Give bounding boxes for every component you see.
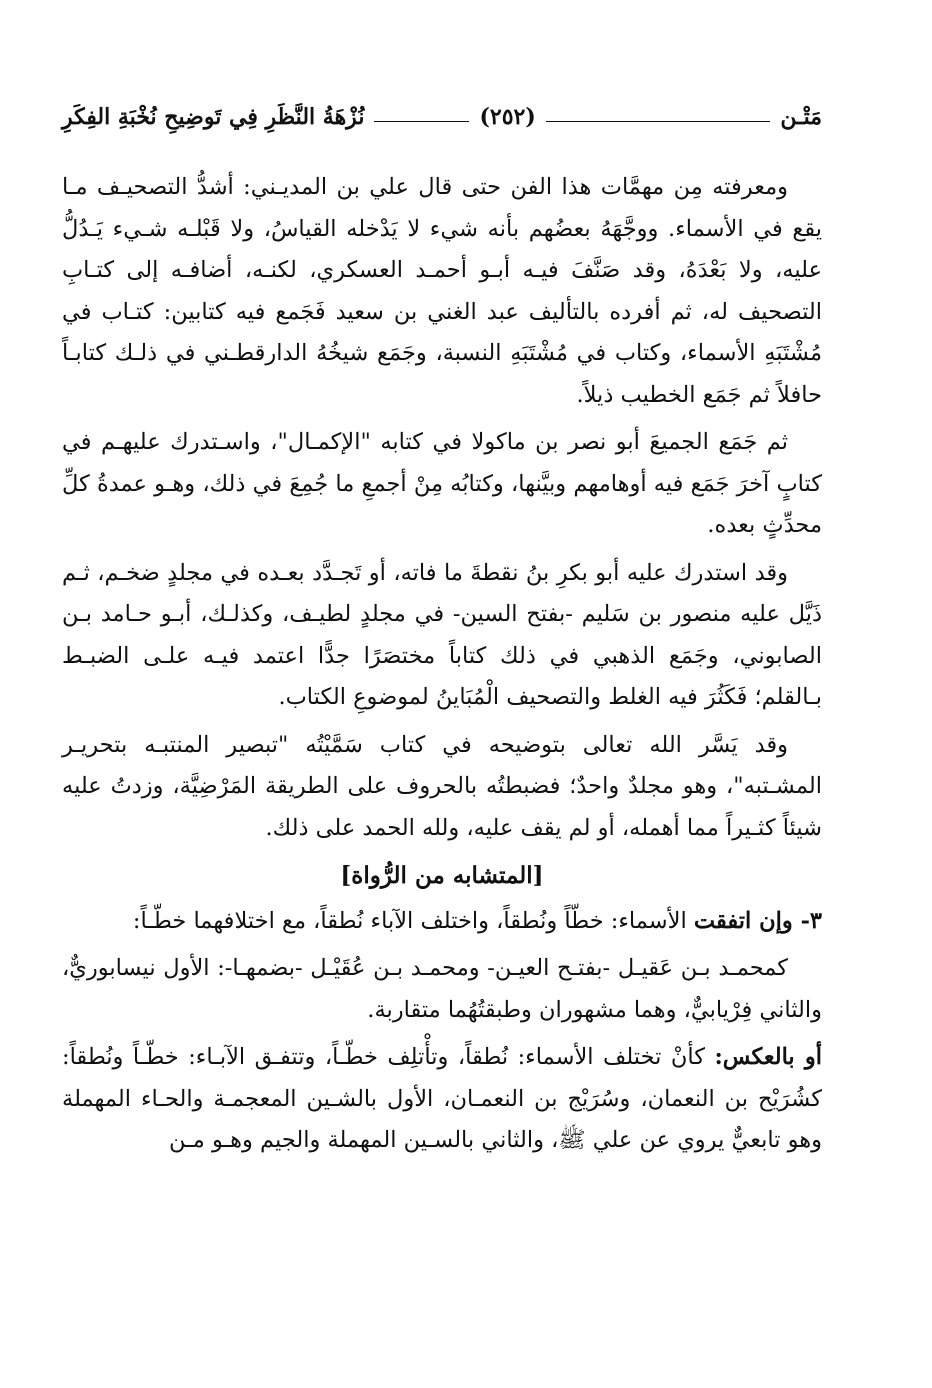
book-title: نُزْهَةُ النَّظَرِ فِي تَوضِيحِ نُخْبَةِ الفِكَرِ xyxy=(62,104,365,130)
page-body xyxy=(62,167,822,1162)
paragraph-2: ثم جَمَع الجميعَ أبو نصر بن ماكولا في كتابه "الإكمـال"، واسـتدرك عليهـم في كتابٍ آخرَ جَمَع فيه أوهامهم وبيَّنها، وكتابُه مِنْ أجمعِ ما جُمِعَ في ذلك، وهـو عمدةُ كلِّ محدِّثٍ بعده. xyxy=(62,429,822,538)
rule-3-lead: ٣- وإن اتفقت xyxy=(693,907,822,934)
book-page xyxy=(62,95,822,1168)
page-number: (٢٥٢) xyxy=(479,104,536,130)
reverse-text: كأنْ تختلف الأسماء: نُطقاً، وتأْتلِف خطّـاً، وتتفـق الآبـاء: خطّـاً ونُطقاً: كشُرَيْح بن النعمان، وسُرَيْج بن النعمـان، الأول بالشـين المعجمـة والحـاء المهملة وهو تابعيٌّ يروي عن علي ﷺ، والثاني بالسـين المهملة والجيم وهـو مـن xyxy=(62,1044,822,1153)
reverse-case xyxy=(62,1037,822,1162)
header-rule-right xyxy=(374,121,469,122)
section-tag: مَتْـن xyxy=(780,104,822,130)
paragraph-1: ومعرفته مِن مهمَّات هذا الفن حتى قال علي بن المديـني: أشدُّ التصحيـف مـا يقع في الأسماء. ووجَّهَهُ بعضُهم بأنه شيء لا يَدْخله القياسُ، ولا قَبْلـه شـيء يَـدُلُّ عليه، ولا بَعْدَهُ، وقد صَنَّفَ فيـه أبـو أحمـد العسكري، لكنـه، أضافـه إلى كتـابِ التصحيف له، ثم أفرده بالتأليف عبد الغني بن سعيد فَجَمع فيه كتابين: كتـاب في مُشْتَبَهِ الأسماء، وكتاب في مُشْتَبَهِ النسبة، وجَمَع شيخُهُ الدارقطـني في ذلـك كتابـاً حافلاً ثم جَمَع الخطيب ذيلاً. xyxy=(62,174,822,408)
running-header xyxy=(62,95,822,139)
reverse-lead: أو بالعكس: xyxy=(714,1044,822,1070)
example-1: كمحمـد بـن عَقيـل -بفتـح العيـن- ومحمـد بـن عُقَيْـل -بضمهـا-: الأول نيسابوريٌّ، والثاني فِرْيابيٌّ، وهما مشهوران وطبقتُهُما متقاربة. xyxy=(62,955,822,1023)
paragraph-3: وقد استدرك عليه أبو بكرِ بنُ نقطةَ ما فاته، أو تَجـدَّد بعـده في مجلدٍ ضخـم، ثـم ذَيَّل عليه منصور بن سَليم -بفتح السين- في مجلدٍ لطيـف، وكذلـك، أبـو حـامد بـن الصابوني، وجَمَع الذهبي في ذلك كتاباً مختصَرًا جدًّا اعتمد فيـه علـى الضبـط بـالقلم؛ فَكَثُرَ فيه الغلط والتصحيف الْمُبَاينُ لموضوعِ الكتاب. xyxy=(62,559,822,710)
rule-3 xyxy=(62,901,822,943)
rule-3-text: الأسماء: خطّاً ونُطقاً، واختلف الآباء نُطقاً، مع اختلافهما خطّـاً: xyxy=(132,907,694,934)
paragraph-4: وقد يَسَّر الله تعالى بتوضيحه في كتاب سَمَّيْتُه "تبصير المنتبـه بتحريـر المشـتبه"، وهو مجلدٌ واحدٌ؛ فضبطتُه بالحروف على الطريقة المَرْضِيَّة، وزدتُ عليه شيئاً كثـيراً مما أهمله، أو لم يقف عليه، ولله الحمد على ذلك. xyxy=(62,731,822,841)
section-subheading: [المتشابه من الرُّواة] xyxy=(340,862,544,889)
header-rule-left xyxy=(546,121,771,122)
